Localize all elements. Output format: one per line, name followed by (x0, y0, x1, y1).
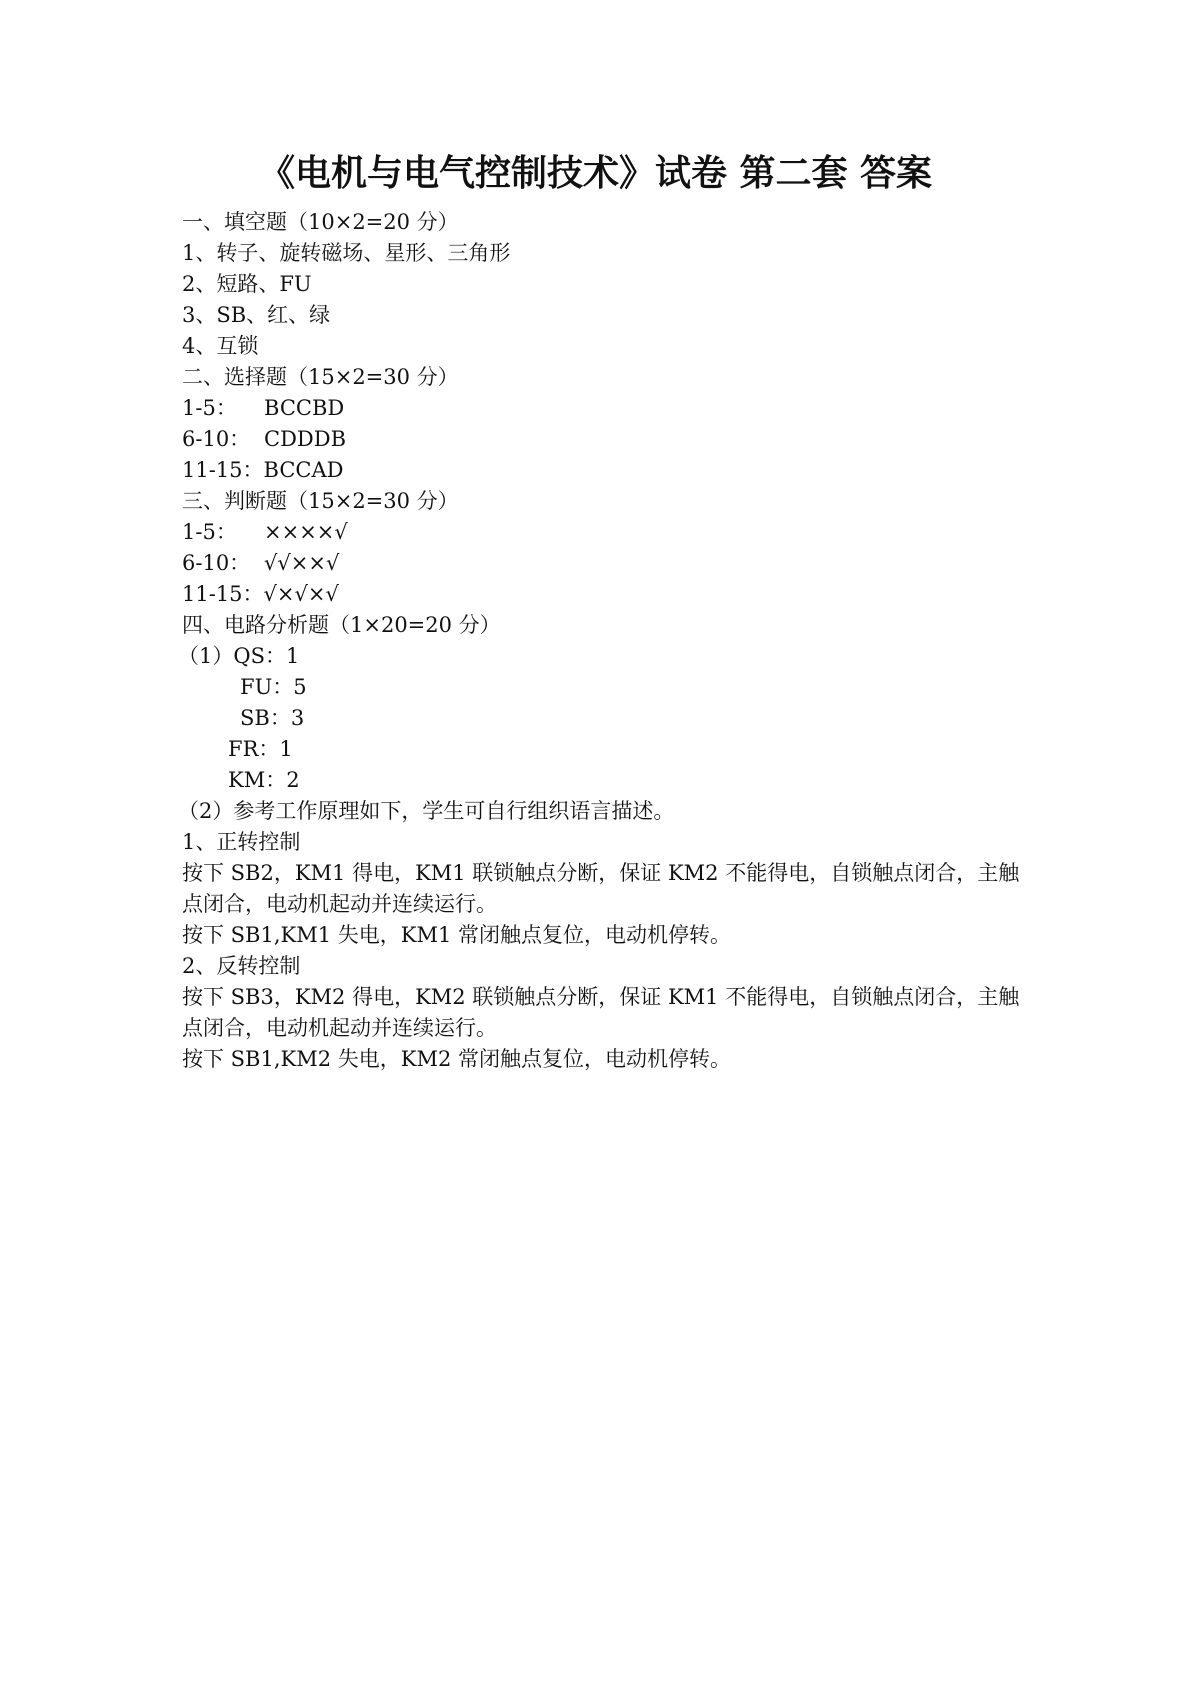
reverse-control-start-text: 按下 SB3，KM2 得电，KM2 联锁触点分断，保证 KM1 不能得电，自锁触点闭合，主触点闭合，电动机起动并连续运行。 (182, 985, 1020, 1040)
circuit-part1-label: （1）QS：1 (178, 644, 300, 668)
component-count-fr: FR：1 (228, 737, 293, 761)
choice-row (182, 455, 1022, 486)
section-heading-choice: 二、选择题（15×2=30 分） (182, 365, 459, 389)
fill-blank-answer-1: 1、转子、旋转磁场、星形、三角形 (182, 241, 511, 265)
section-heading-fill-blank: 一、填空题（10×2=20 分） (182, 210, 459, 234)
circuit-part2-label: （2）参考工作原理如下，学生可自行组织语言描述。 (178, 799, 675, 823)
choice-answers: BCCAD (263, 458, 344, 482)
judge-answers: ××××√ (264, 520, 348, 544)
component-count-sb: SB：3 (240, 706, 305, 730)
section-heading-judge: 三、判断题（15×2=30 分） (182, 489, 459, 513)
judge-row (182, 548, 1022, 579)
judge-range-label: 11-15： (182, 582, 264, 606)
judge-range-label: 6-10： (182, 551, 251, 575)
choice-range-label: 6-10： (182, 427, 251, 451)
choice-answers: CDDDB (264, 427, 347, 451)
component-count-fu: FU：5 (240, 675, 307, 699)
forward-control-stop-text: 按下 SB1,KM1 失电，KM1 常闭触点复位，电动机停转。 (182, 923, 731, 947)
judge-range-label: 1-5： (182, 520, 237, 544)
judge-row (182, 579, 1022, 610)
choice-range-label: 11-15： (182, 458, 264, 482)
choice-row (182, 393, 1022, 424)
forward-control-start-text: 按下 SB2，KM1 得电，KM1 联锁触点分断，保证 KM2 不能得电，自锁触点闭合，主触点闭合，电动机起动并连续运行。 (182, 861, 1020, 916)
fill-blank-answer-2: 2、短路、FU (182, 272, 312, 296)
reverse-control-title: 2、反转控制 (182, 954, 301, 978)
judge-answers: √×√×√ (263, 582, 339, 606)
choice-row (182, 424, 1022, 455)
judge-answers: √√××√ (264, 551, 340, 575)
choice-range-label: 1-5： (182, 396, 237, 420)
forward-control-title: 1、正转控制 (182, 830, 301, 854)
component-count-km: KM：2 (228, 768, 300, 792)
document-title: 《电机与电气控制技术》试卷 第二套 答案 (258, 152, 933, 194)
fill-blank-answer-3: 3、SB、红、绿 (182, 303, 331, 327)
section-heading-circuit: 四、电路分析题（1×20=20 分） (182, 613, 501, 637)
choice-answers: BCCBD (264, 396, 345, 420)
judge-row (182, 517, 1022, 548)
fill-blank-answer-4: 4、互锁 (182, 334, 259, 358)
answer-content (178, 207, 1022, 1075)
reverse-control-stop-text: 按下 SB1,KM2 失电，KM2 常闭触点复位，电动机停转。 (182, 1047, 731, 1071)
